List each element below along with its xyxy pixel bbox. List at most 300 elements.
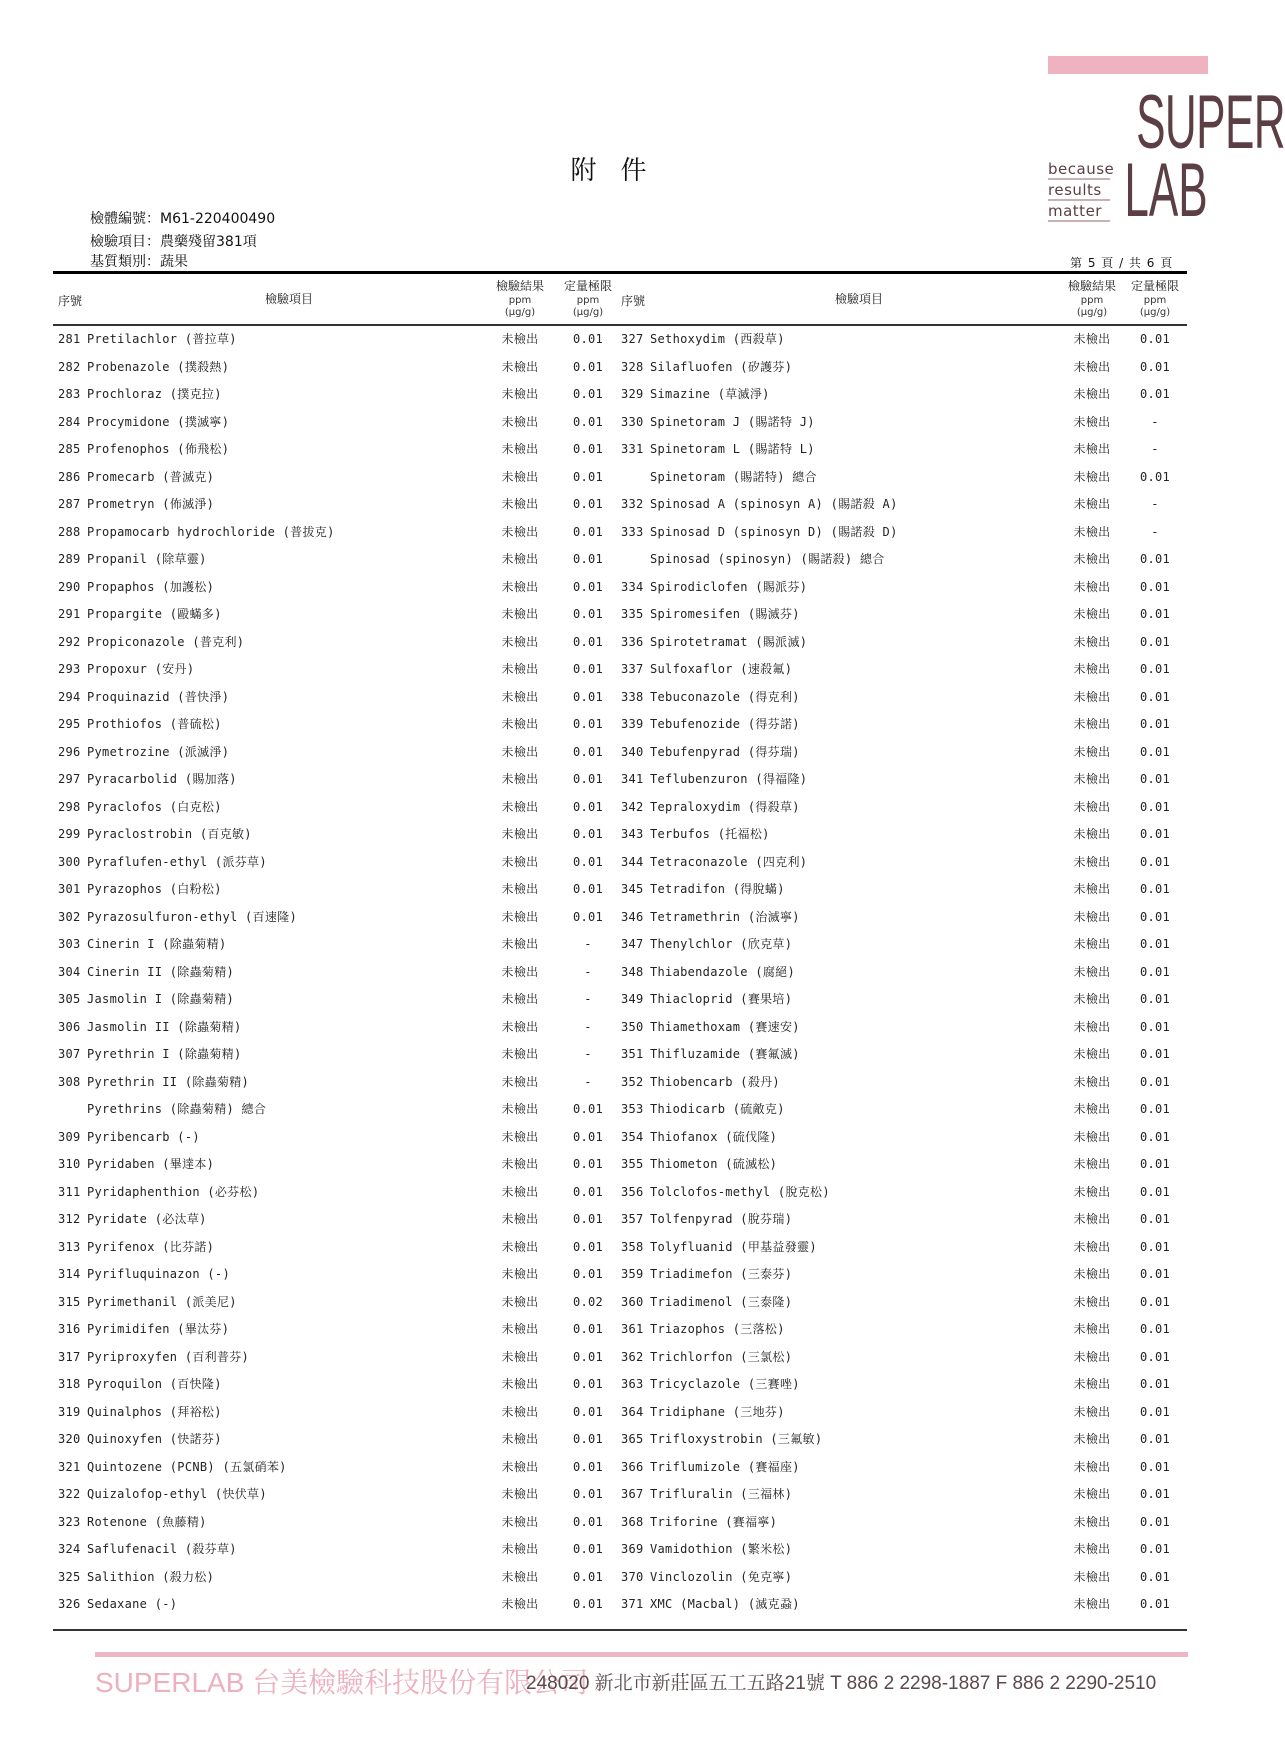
- row-result: 未檢出: [501, 414, 539, 429]
- row-result: 未檢出: [501, 1074, 539, 1089]
- row-result: 未檢出: [1073, 634, 1111, 649]
- row-item-name: Thenylchlor (欣克草): [650, 937, 793, 951]
- table-row: [58, 436, 618, 464]
- row-result: 未檢出: [1073, 1542, 1111, 1556]
- row-result: 未檢出: [501, 662, 539, 676]
- table-row: [58, 1591, 618, 1619]
- sample-id: 檢體編號：M61-220400490: [90, 211, 276, 227]
- row-number: 351: [621, 1047, 644, 1061]
- table-row: [58, 601, 618, 629]
- row-result: 未檢出: [1073, 1377, 1111, 1391]
- row-number: 332: [621, 497, 644, 511]
- row-number: 339: [621, 717, 644, 731]
- row-item-name: Tolfenpyrad (脫芬瑞): [650, 1212, 793, 1226]
- row-result: 未檢出: [501, 772, 539, 786]
- header-no-left: 序號: [58, 294, 83, 308]
- table-row: [58, 876, 618, 904]
- row-result: 未檢出: [1073, 799, 1111, 814]
- table-row: [621, 1234, 1181, 1262]
- row-limit: 0.01: [572, 1239, 604, 1254]
- row-number: 298: [58, 799, 81, 814]
- row-number: 353: [621, 1102, 644, 1116]
- table-row: [621, 876, 1181, 904]
- row-number: 334: [621, 579, 644, 594]
- row-number: 293: [58, 662, 81, 676]
- row-limit: 0.01: [572, 689, 604, 704]
- header-result-left: 檢驗結果: [495, 279, 544, 293]
- row-result: 未檢出: [501, 1597, 539, 1611]
- row-limit: 0.01: [1139, 1569, 1171, 1584]
- table-row: [621, 1096, 1181, 1124]
- row-item-name: Tridiphane (三地芬): [650, 1404, 785, 1419]
- table-row: [58, 1179, 618, 1207]
- row-number: 344: [621, 854, 644, 869]
- table-row: [58, 1069, 618, 1097]
- table-row: [621, 1069, 1181, 1097]
- row-result: 未檢出: [501, 827, 539, 841]
- row-result: 未檢出: [501, 387, 539, 401]
- table-row: [621, 326, 1181, 354]
- row-item-name: Thiabendazole (腐絕): [650, 964, 795, 979]
- row-limit: 0.01: [1139, 744, 1171, 759]
- row-limit: 0.01: [1139, 332, 1171, 346]
- row-result: 未檢出: [501, 1102, 539, 1116]
- row-result: 未檢出: [1073, 1212, 1111, 1226]
- table-row: [58, 1481, 618, 1509]
- row-number: 303: [58, 937, 81, 951]
- table-row: [621, 574, 1181, 602]
- row-item-name: Triforine (賽福寧): [650, 1514, 778, 1529]
- row-number: 287: [58, 497, 81, 511]
- row-number: 355: [621, 1157, 644, 1171]
- row-number: 365: [621, 1432, 644, 1446]
- page-number: 第 5 頁 / 共 6 頁: [1070, 256, 1173, 270]
- table-row: [58, 821, 618, 849]
- row-result: 未檢出: [1073, 772, 1111, 786]
- row-item-name: Teflubenzuron (得福隆): [650, 772, 808, 786]
- row-result: 未檢出: [1073, 827, 1111, 841]
- row-result: 未檢出: [1073, 662, 1111, 676]
- row-result: 未檢出: [1073, 909, 1111, 924]
- table-row: [621, 904, 1181, 932]
- table-row: [58, 766, 618, 794]
- row-limit: 0.01: [1139, 882, 1171, 896]
- row-result: 未檢出: [501, 497, 539, 511]
- row-limit: 0.01: [572, 524, 604, 539]
- row-item-name: Cinerin I (除蟲菊精): [87, 937, 227, 951]
- row-result: 未檢出: [1073, 1129, 1111, 1144]
- row-limit: 0.01: [572, 359, 604, 374]
- row-result: 未檢出: [501, 854, 539, 869]
- row-limit: -: [584, 1074, 592, 1089]
- row-result: 未檢出: [501, 964, 539, 979]
- row-number: 319: [58, 1404, 81, 1419]
- row-item-name: Vamidothion (繁米松): [650, 1542, 793, 1556]
- row-item-name: Probenazole (撲殺熱): [87, 359, 230, 374]
- row-limit: 0.01: [1139, 1322, 1171, 1336]
- table-row: [58, 1014, 618, 1042]
- row-result: 未檢出: [501, 552, 539, 566]
- table-row: [621, 1316, 1181, 1344]
- row-limit: -: [1151, 414, 1159, 429]
- table-row: [621, 1179, 1181, 1207]
- row-number: 360: [621, 1294, 644, 1309]
- row-result: 未檢出: [501, 909, 539, 924]
- row-item-name: Sedaxane (-): [87, 1597, 178, 1611]
- row-number: 357: [621, 1212, 644, 1226]
- row-result: 未檢出: [1073, 469, 1111, 484]
- row-limit: 0.01: [572, 469, 604, 484]
- row-limit: 0.01: [1139, 1514, 1171, 1529]
- row-limit: -: [1151, 497, 1159, 511]
- row-limit: 0.01: [572, 1432, 604, 1446]
- row-number: 309: [58, 1129, 81, 1144]
- row-limit: 0.01: [572, 414, 604, 429]
- row-result: 未檢出: [501, 744, 539, 759]
- table-row: [621, 849, 1181, 877]
- row-item-name: Pyrimethanil (派美尼): [87, 1294, 237, 1309]
- row-result: 未檢出: [1073, 937, 1111, 951]
- row-number: 352: [621, 1074, 644, 1089]
- row-item-name: Spinetoram (賜諾特) 總合: [650, 469, 817, 484]
- row-number: 337: [621, 662, 644, 676]
- row-result: 未檢出: [1073, 1074, 1111, 1089]
- row-result: 未檢出: [501, 1294, 539, 1309]
- row-number: 354: [621, 1129, 644, 1144]
- row-item-name: Vinclozolin (免克寧): [650, 1569, 793, 1584]
- row-number: 318: [58, 1377, 81, 1391]
- row-number: 288: [58, 524, 81, 539]
- row-limit: -: [1151, 524, 1159, 539]
- footer-pink-bar: [95, 1652, 1188, 1657]
- row-number: 310: [58, 1157, 81, 1171]
- row-limit: 0.01: [572, 1597, 604, 1611]
- row-item-name: Saflufenacil (殺芬草): [87, 1542, 237, 1556]
- row-number: 314: [58, 1267, 81, 1281]
- table-row: [621, 601, 1181, 629]
- table-row: [621, 1426, 1181, 1454]
- row-limit: -: [584, 937, 592, 951]
- table-row: [58, 739, 618, 767]
- row-result: 未檢出: [1073, 359, 1111, 374]
- row-item-name: Tepraloxydim (得殺草): [650, 799, 800, 814]
- table-row: [621, 656, 1181, 684]
- row-result: 未檢出: [1073, 854, 1111, 869]
- row-result: 未檢出: [501, 717, 539, 731]
- row-number: 342: [621, 799, 644, 814]
- table-row: [58, 1041, 618, 1069]
- row-result: 未檢出: [1073, 1184, 1111, 1199]
- table-row: [621, 464, 1181, 492]
- table-row: [621, 711, 1181, 739]
- row-number: 297: [58, 772, 81, 786]
- table-row: [621, 354, 1181, 382]
- row-result: 未檢出: [501, 1157, 539, 1171]
- table-row: [621, 1124, 1181, 1152]
- row-limit: 0.01: [1139, 1184, 1171, 1199]
- row-number: 304: [58, 964, 81, 979]
- row-item-name: Tebuconazole (得克利): [650, 689, 800, 704]
- row-limit: 0.01: [1139, 1157, 1171, 1171]
- row-limit: 0.01: [1139, 387, 1171, 401]
- row-result: 未檢出: [501, 1267, 539, 1281]
- row-limit: 0.01: [1139, 1432, 1171, 1446]
- row-item-name: Pyribencarb (-): [87, 1129, 200, 1144]
- row-result: 未檢出: [1073, 744, 1111, 759]
- table-row: [621, 1509, 1181, 1537]
- row-item-name: Quinoxyfen (快諾芬): [87, 1432, 222, 1446]
- row-result: 未檢出: [1073, 1294, 1111, 1309]
- row-limit: 0.01: [1139, 1459, 1171, 1474]
- row-limit: 0.02: [572, 1294, 604, 1309]
- row-item-name: Pymetrozine (派滅淨): [87, 744, 230, 759]
- row-number: 343: [621, 827, 644, 841]
- table-row: [58, 381, 618, 409]
- row-limit: 0.01: [1139, 772, 1171, 786]
- row-item-name: Thiometon (硫滅松): [650, 1157, 778, 1171]
- row-limit: 0.01: [572, 1542, 604, 1556]
- row-limit: 0.01: [1139, 799, 1171, 814]
- row-limit: 0.01: [572, 1459, 604, 1474]
- logo-tagline-because: because: [1048, 160, 1115, 178]
- row-result: 未檢出: [501, 524, 539, 539]
- table-row: [58, 711, 618, 739]
- table-row: [58, 1536, 618, 1564]
- row-item-name: Tetradifon (得脫蟎): [650, 882, 785, 896]
- row-number: 313: [58, 1239, 81, 1254]
- table-row: [58, 931, 618, 959]
- header-result-unit1-right: ppm: [1080, 295, 1104, 306]
- table-row: [58, 1509, 618, 1537]
- row-number: 305: [58, 992, 81, 1006]
- row-result: 未檢出: [1073, 1487, 1111, 1501]
- logo-tagline-matter: matter: [1048, 202, 1110, 222]
- row-item-name: Pyridaben (畢達本): [87, 1157, 215, 1171]
- row-number: 285: [58, 442, 81, 456]
- table-row: [58, 794, 618, 822]
- header-limit-unit2-right: (μg/g): [1139, 307, 1171, 318]
- row-item-name: Pyraclofos (白克松): [87, 799, 222, 814]
- row-number: 335: [621, 607, 644, 621]
- row-item-name: Tolyfluanid (甲基益發靈): [650, 1239, 817, 1254]
- row-result: 未檢出: [1073, 1432, 1111, 1446]
- row-item-name: Pyroquilon (百快隆): [87, 1377, 222, 1391]
- row-number: 349: [621, 992, 644, 1006]
- row-result: 未檢出: [501, 1377, 539, 1391]
- row-item-name: Pyracarbolid (賜加落): [87, 772, 237, 786]
- row-limit: 0.01: [572, 744, 604, 759]
- row-number: 364: [621, 1404, 644, 1419]
- table-row: [621, 1344, 1181, 1372]
- row-limit: -: [584, 964, 592, 979]
- table-row: [621, 1481, 1181, 1509]
- row-number: 340: [621, 744, 644, 759]
- table-row: [621, 739, 1181, 767]
- table-row: [621, 1151, 1181, 1179]
- row-item-name: Spinetoram L (賜諾特 L): [650, 442, 815, 456]
- row-result: 未檢出: [1073, 1349, 1111, 1364]
- row-limit: -: [584, 1047, 592, 1061]
- row-limit: 0.01: [1139, 827, 1171, 841]
- row-item-name: Quinalphos (拜裕松): [87, 1404, 222, 1419]
- row-result: 未檢出: [501, 1239, 539, 1254]
- row-limit: 0.01: [1139, 579, 1171, 594]
- row-item-name: Spinosad A (spinosyn A) (賜諾殺 A): [650, 497, 898, 511]
- row-number: 368: [621, 1514, 644, 1529]
- table-row: [621, 1564, 1181, 1592]
- row-result: 未檢出: [1073, 1569, 1111, 1584]
- footer-address: 248020 新北市新莊區五工五路21號 T 886 2 2298-1887 F 886 2 2290-2510: [526, 1673, 1157, 1694]
- row-number: 330: [621, 414, 644, 429]
- row-limit: 0.01: [572, 442, 604, 456]
- row-limit: 0.01: [1139, 717, 1171, 731]
- row-limit: 0.01: [572, 1184, 604, 1199]
- row-result: 未檢出: [501, 1129, 539, 1144]
- row-result: 未檢出: [1073, 1322, 1111, 1336]
- row-limit: 0.01: [572, 1157, 604, 1171]
- row-limit: 0.01: [572, 827, 604, 841]
- row-item-name: Terbufos (托福松): [650, 827, 770, 841]
- row-result: 未檢出: [1073, 332, 1111, 346]
- row-limit: 0.01: [572, 1569, 604, 1584]
- row-item-name: Pyrazophos (白粉松): [87, 882, 222, 896]
- row-number: 338: [621, 689, 644, 704]
- row-result: 未檢出: [1073, 497, 1111, 511]
- row-result: 未檢出: [501, 1404, 539, 1419]
- table-row: [621, 684, 1181, 712]
- row-item-name: Pyrifluquinazon (-): [87, 1267, 230, 1281]
- row-limit: 0.01: [1139, 1542, 1171, 1556]
- row-result: 未檢出: [501, 1212, 539, 1226]
- table-row: [621, 546, 1181, 574]
- table-row: [58, 546, 618, 574]
- table-row: [621, 794, 1181, 822]
- table-row: [58, 1289, 618, 1317]
- row-limit: 0.01: [572, 497, 604, 511]
- header-result-unit1-left: ppm: [508, 295, 532, 306]
- row-result: 未檢出: [501, 634, 539, 649]
- row-item-name: Pyrazosulfuron-ethyl (百速隆): [87, 909, 297, 924]
- row-item-name: Spinosad D (spinosyn D) (賜諾殺 D): [650, 524, 898, 539]
- row-item-name: Propaphos (加護松): [87, 579, 215, 594]
- row-limit: 0.01: [572, 1322, 604, 1336]
- table-row: [621, 519, 1181, 547]
- row-item-name: Pyriproxyfen (百利普芬): [87, 1349, 250, 1364]
- row-item-name: Spinetoram J (賜諾特 J): [650, 414, 815, 429]
- row-number: 327: [621, 332, 644, 346]
- row-number: 346: [621, 909, 644, 924]
- header-item-right: 檢驗項目: [835, 292, 884, 306]
- row-result: 未檢出: [1073, 1404, 1111, 1419]
- row-result: 未檢出: [1073, 1459, 1111, 1474]
- row-number: 284: [58, 414, 81, 429]
- row-result: 未檢出: [501, 332, 539, 346]
- row-item-name: Tolclofos-methyl (脫克松): [650, 1184, 830, 1199]
- table-row: [58, 409, 618, 437]
- row-result: 未檢出: [501, 469, 539, 484]
- row-result: 未檢出: [501, 359, 539, 374]
- row-result: 未檢出: [501, 1349, 539, 1364]
- row-result: 未檢出: [1073, 882, 1111, 896]
- table-row: [58, 464, 618, 492]
- row-limit: 0.01: [572, 854, 604, 869]
- row-item-name: Pyridate (必汰草): [87, 1212, 207, 1226]
- row-number: 336: [621, 634, 644, 649]
- row-item-name: Thiobencarb (殺丹): [650, 1074, 780, 1089]
- row-item-name: Propoxur (安丹): [87, 662, 195, 676]
- row-limit: 0.01: [572, 772, 604, 786]
- table-row: [621, 1591, 1181, 1619]
- table-row: [58, 986, 618, 1014]
- row-item-name: Spirodiclofen (賜派芬): [650, 579, 808, 594]
- header-no-right: 序號: [621, 294, 646, 308]
- row-limit: 0.01: [1139, 552, 1171, 566]
- row-result: 未檢出: [1073, 442, 1111, 456]
- row-limit: 0.01: [1139, 1019, 1171, 1034]
- row-limit: 0.01: [1139, 1377, 1171, 1391]
- row-limit: 0.01: [1139, 1102, 1171, 1116]
- row-result: 未檢出: [501, 1459, 539, 1474]
- row-item-name: Trifloxystrobin (三氟敏): [650, 1432, 823, 1446]
- row-item-name: Pyrethrin II (除蟲菊精): [87, 1074, 250, 1089]
- row-result: 未檢出: [501, 1047, 539, 1061]
- table-row: [58, 656, 618, 684]
- row-result: 未檢出: [1073, 1047, 1111, 1061]
- row-number: 331: [621, 442, 644, 456]
- row-item-name: Prothiofos (普硫松): [87, 717, 222, 731]
- row-item-name: Trichlorfon (三氯松): [650, 1349, 793, 1364]
- row-number: 348: [621, 964, 644, 979]
- row-number: 282: [58, 359, 81, 374]
- row-limit: 0.01: [1139, 909, 1171, 924]
- row-result: 未檢出: [1073, 1019, 1111, 1034]
- table-row: [621, 931, 1181, 959]
- row-result: 未檢出: [501, 1487, 539, 1501]
- row-result: 未檢出: [501, 1514, 539, 1529]
- row-number: 320: [58, 1432, 81, 1446]
- row-limit: 0.01: [572, 1404, 604, 1419]
- row-result: 未檢出: [501, 1184, 539, 1199]
- row-item-name: Propiconazole (普克利): [87, 634, 245, 649]
- row-item-name: Pyrethrin I (除蟲菊精): [87, 1047, 242, 1061]
- row-limit: 0.01: [572, 909, 604, 924]
- table-row: [621, 959, 1181, 987]
- row-item-name: Rotenone (魚藤精): [87, 1514, 207, 1529]
- table-row: [58, 1344, 618, 1372]
- row-limit: 0.01: [572, 882, 604, 896]
- row-number: 358: [621, 1239, 644, 1254]
- row-number: 371: [621, 1597, 644, 1611]
- page-title: 附件: [570, 156, 671, 186]
- row-item-name: Triazophos (三落松): [650, 1322, 785, 1336]
- row-item-name: Pyrethrins (除蟲菊精) 總合: [87, 1102, 267, 1116]
- row-item-name: Tebufenozide (得芬諾): [650, 717, 800, 731]
- row-result: 未檢出: [1073, 1267, 1111, 1281]
- table-row: [58, 574, 618, 602]
- row-number: 369: [621, 1542, 644, 1556]
- row-limit: 0.01: [1139, 1212, 1171, 1226]
- row-item-name: Pyridaphenthion (必芬松): [87, 1184, 260, 1199]
- row-item-name: Tetramethrin (治滅寧): [650, 909, 800, 924]
- row-limit: 0.01: [1139, 1267, 1171, 1281]
- row-limit: 0.01: [1139, 1294, 1171, 1309]
- row-result: 未檢出: [501, 1432, 539, 1446]
- table-row: [621, 381, 1181, 409]
- table-row: [58, 1261, 618, 1289]
- table-row: [621, 629, 1181, 657]
- row-result: 未檢出: [501, 1019, 539, 1034]
- header-result-unit2-right: (μg/g): [1076, 307, 1108, 318]
